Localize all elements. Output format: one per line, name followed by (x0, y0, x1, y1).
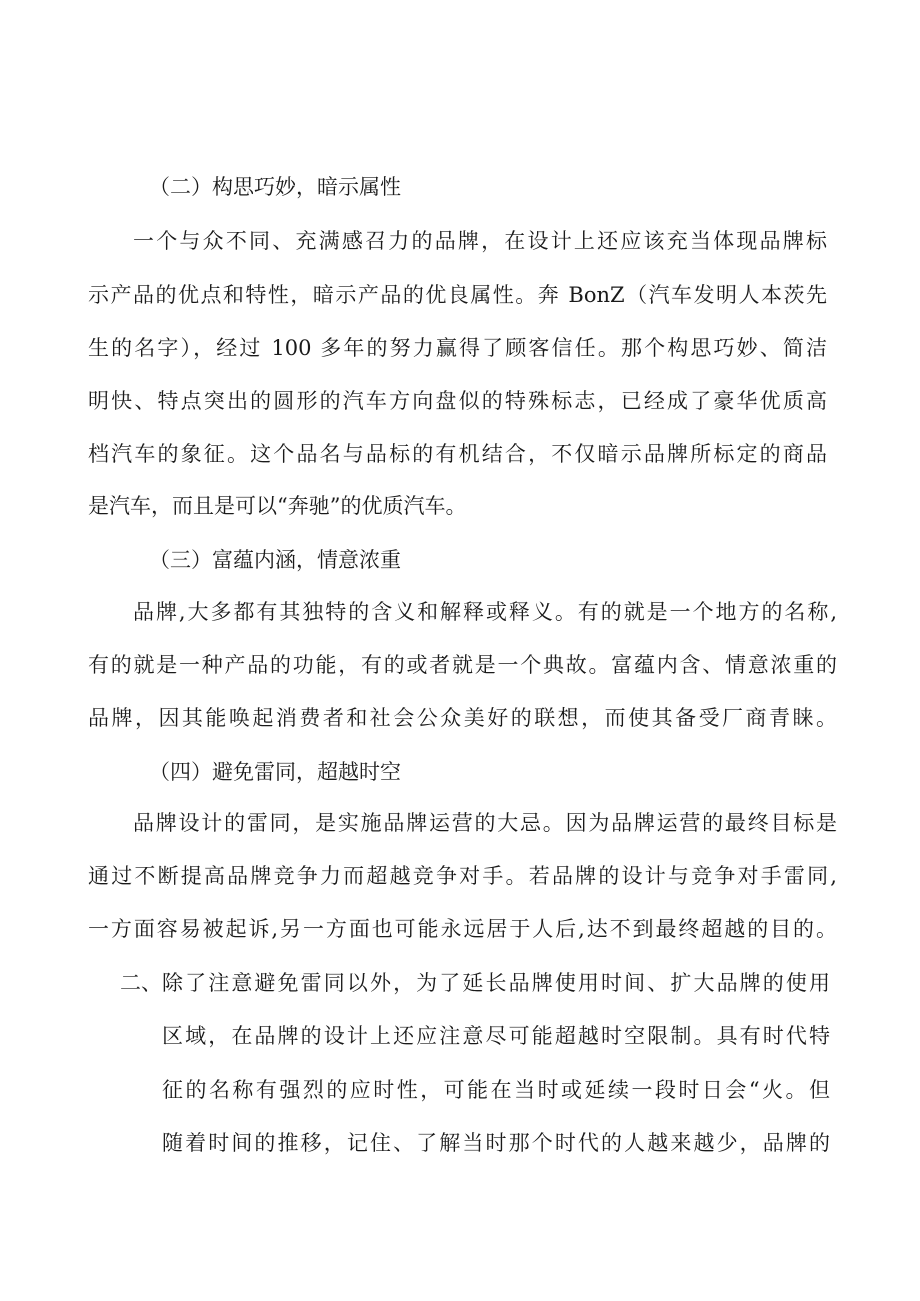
paragraph-line: 是汽车，而且是可以“奔驰”的优质汽车。 (88, 494, 467, 518)
section-heading-4: （四）避免雷同，超越时空 (149, 760, 401, 784)
paragraph-line: 一个与众不同、充满感召力的品牌，在设计上还应该充当体现品牌标 (133, 229, 827, 253)
paragraph-line: 明快、特点突出的圆形的汽车方向盘似的特殊标志，已经成了豪华优质高 (88, 389, 827, 413)
paragraph-line: 有的就是一种产品的功能，有的或者就是一个典故。富蕴内含、情意浓重的 (88, 653, 837, 677)
list-item-line: 征的名称有强烈的应时性，可能在当时或延续一段时日会“火。但 (162, 1078, 830, 1102)
paragraph-line: 示产品的优点和特性，暗示产品的优良属性。奔 BonZ（汽车发明人本茨先 (88, 283, 827, 307)
section-heading-3: （三）富蕴内涵，情意浓重 (149, 548, 401, 572)
section-heading-2: （二）构思巧妙，暗示属性 (149, 175, 401, 199)
paragraph-line: 生的名字），经过 100 多年的努力赢得了顾客信任。那个构思巧妙、简洁 (88, 336, 827, 360)
paragraph-line: 档汽车的象征。这个品名与品标的有机结合，不仅暗示品牌所标定的商品 (88, 442, 827, 466)
list-item-line: 除了注意避免雷同以外，为了延长品牌使用时间、扩大品牌的使用 (162, 971, 830, 995)
list-item-line: 区域，在品牌的设计上还应注意尽可能超越时空限制。具有时代特 (162, 1024, 830, 1048)
paragraph-line: 通过不断提高品牌竞争力而超越竞争对手。若品牌的设计与竞争对手雷同, (88, 864, 837, 888)
list-item-line: 随着时间的推移，记住、了解当时那个时代的人越来越少，品牌的 (162, 1131, 830, 1155)
paragraph-line: 品牌设计的雷同，是实施品牌运营的大忌。因为品牌运营的最终目标是 (133, 811, 837, 835)
list-item-number: 二、 (120, 971, 162, 995)
paragraph-line: 一方面容易被起诉,另一方面也可能永远居于人后,达不到最终超越的目的。 (88, 917, 837, 941)
paragraph-line: 品牌,大多都有其独特的含义和解释或释义。有的就是一个地方的名称, (133, 600, 837, 624)
paragraph-line: 品牌，因其能唤起消费者和社会公众美好的联想，而使其备受厂商青睐。 (88, 706, 837, 730)
